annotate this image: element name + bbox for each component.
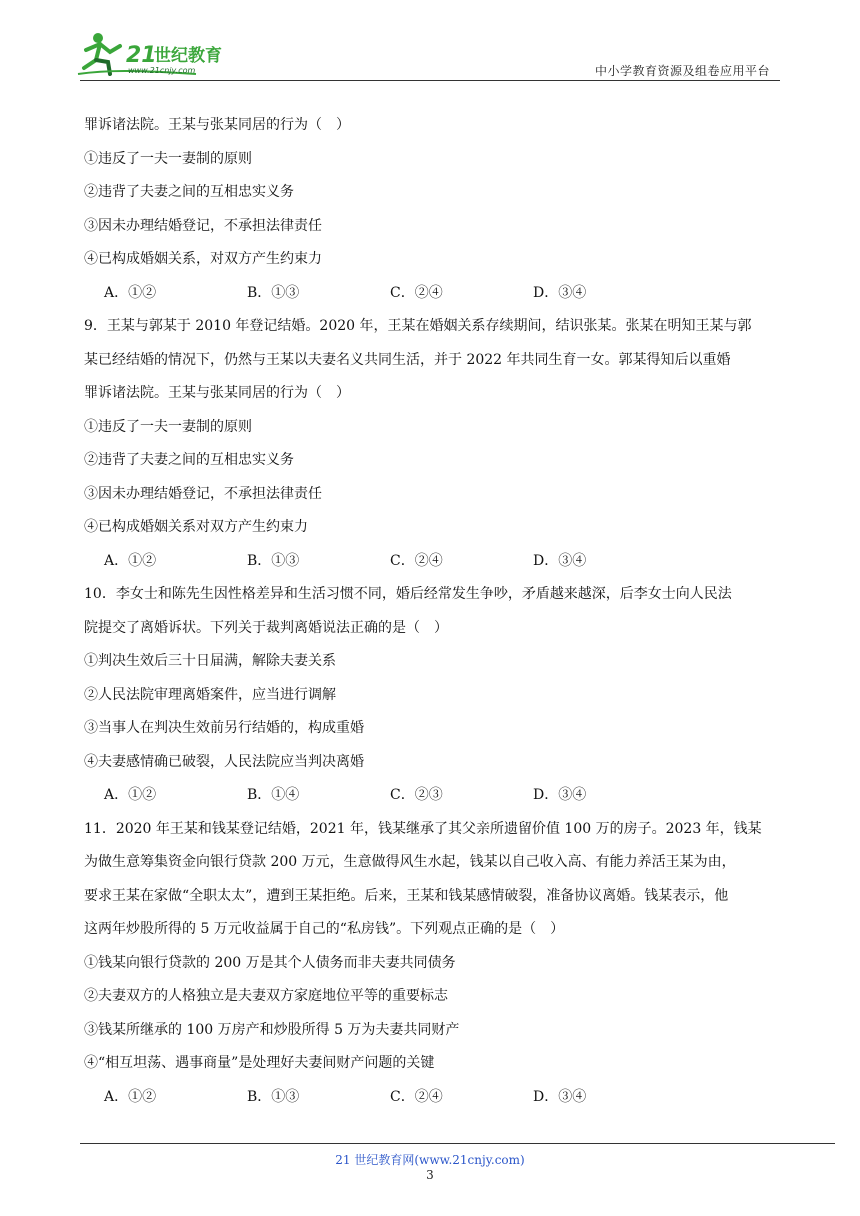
option-d: D．③④ [533,787,587,803]
option-c: C．②④ [390,1088,443,1105]
statement-3: ③因未办理结婚登记，不承担法律责任 [84,485,322,502]
statement-1: ①判决生效后三十日届满，解除夫妻关系 [84,653,336,669]
question-10 [84,584,784,805]
question-stem: 院提交了离婚诉状。下列关于裁判离婚说法正确的是（ ） [84,619,448,636]
question-stem: 这两年炒股所得的 5 万元收益属于自己的“私房钱”。下列观点正确的是（ ） [84,921,565,937]
option-a: A．①② [104,1088,157,1105]
option-a: A．①② [104,284,157,301]
answer-options [84,551,784,571]
statement-1: ①违反了一夫一妻制的原则 [84,150,252,167]
svg-text:世纪教育: 世纪教育 [154,46,222,66]
question-stem: 9．王某与郭某于 2010 年登记结婚。2020 年，王某在婚姻关系存续期间，结识张某。张某在明知王某与郭 [84,318,752,334]
option-c: C．②④ [390,284,443,301]
statement-4: ④已构成婚姻关系，对双方产生约束力 [84,251,322,267]
option-d: D．③④ [533,552,587,569]
option-b: B．①③ [247,1088,300,1105]
statement-4: ④“相互坦荡、遇事商量”是处理好夫妻间财产问题的关键 [84,1055,435,1071]
question-11 [84,819,784,1107]
svg-text:www.21cnjy.com: www.21cnjy.com [128,66,196,75]
option-d: D．③④ [533,1088,587,1105]
option-b: B．①④ [247,787,300,803]
option-b: B．①③ [247,552,300,569]
statement-3: ③因未办理结婚登记，不承担法律责任 [84,217,322,234]
page-number: 3 [426,1168,434,1182]
text-line: 罪诉诸法院。王某与张某同居的行为（ ） [84,117,350,133]
option-c: C．②④ [390,552,443,569]
question-content [84,115,784,1120]
statement-1: ①违反了一夫一妻制的原则 [84,418,252,435]
option-a: A．①② [104,552,157,569]
site-tagline: 中小学教育资源及组卷应用平台 [594,64,770,78]
statement-1: ①钱某向银行贷款的 200 万是其个人债务而非夫妻共同债务 [84,954,456,971]
page-header [0,0,860,90]
statement-4: ④夫妻感情确已破裂，人民法院应当判决离婚 [84,753,364,770]
logo-runner-icon [76,30,256,78]
question-stem: 要求王某在家做“全职太太”，遭到王某拒绝。后来，王某和钱某感情破裂，准备协议离婚。钱某表示，他 [84,887,729,904]
answer-options [84,1087,784,1107]
question-stem: 11．2020 年王某和钱某登记结婚，2021 年，钱某继承了其父亲所遗留价值 100 万的房子。2023 年，钱某 [84,820,762,837]
question-stem: 罪诉诸法院。王某与张某同居的行为（ ） [84,385,350,401]
question-stem: 为做生意筹集资金向银行贷款 200 万元，生意做得风生水起，钱某以自己收入高、有能力养活王某为由， [84,854,736,870]
svg-text:21: 21 [126,43,157,68]
footer-divider [80,1143,835,1144]
option-a: A．①② [104,787,157,803]
footer-site-link[interactable]: 21 世纪教育网(www.21cnjy.com) [335,1153,525,1167]
statement-4: ④已构成婚姻关系对双方产生约束力 [84,519,308,535]
answer-options [84,785,784,805]
statement-2: ②违背了夫妻之间的互相忠实义务 [84,184,294,200]
option-d: D．③④ [533,284,587,301]
question-stem: 某已经结婚的情况下，仍然与王某以夫妻名义共同生活，并于 2022 年共同生育一女。郭某得知后以重婚 [84,351,731,368]
question-8-continuation [84,115,784,303]
statement-3: ③钱某所继承的 100 万房产和炒股所得 5 万为夫妻共同财产 [84,1021,460,1038]
answer-options [84,283,784,303]
logo [76,30,256,78]
option-c: C．②③ [390,787,443,803]
statement-2: ②违背了夫妻之间的互相忠实义务 [84,452,294,468]
header-divider [80,80,780,81]
question-9 [84,316,784,571]
question-stem: 10．李女士和陈先生因性格差异和生活习惯不同，婚后经常发生争吵，矛盾越来越深，后李女士向人民法 [84,586,732,602]
option-b: B．①③ [247,284,300,301]
statement-3: ③当事人在判决生效前另行结婚的，构成重婚 [84,720,364,736]
statement-2: ②人民法院审理离婚案件，应当进行调解 [84,686,336,703]
statement-2: ②夫妻双方的人格独立是夫妻双方家庭地位平等的重要标志 [84,988,448,1004]
